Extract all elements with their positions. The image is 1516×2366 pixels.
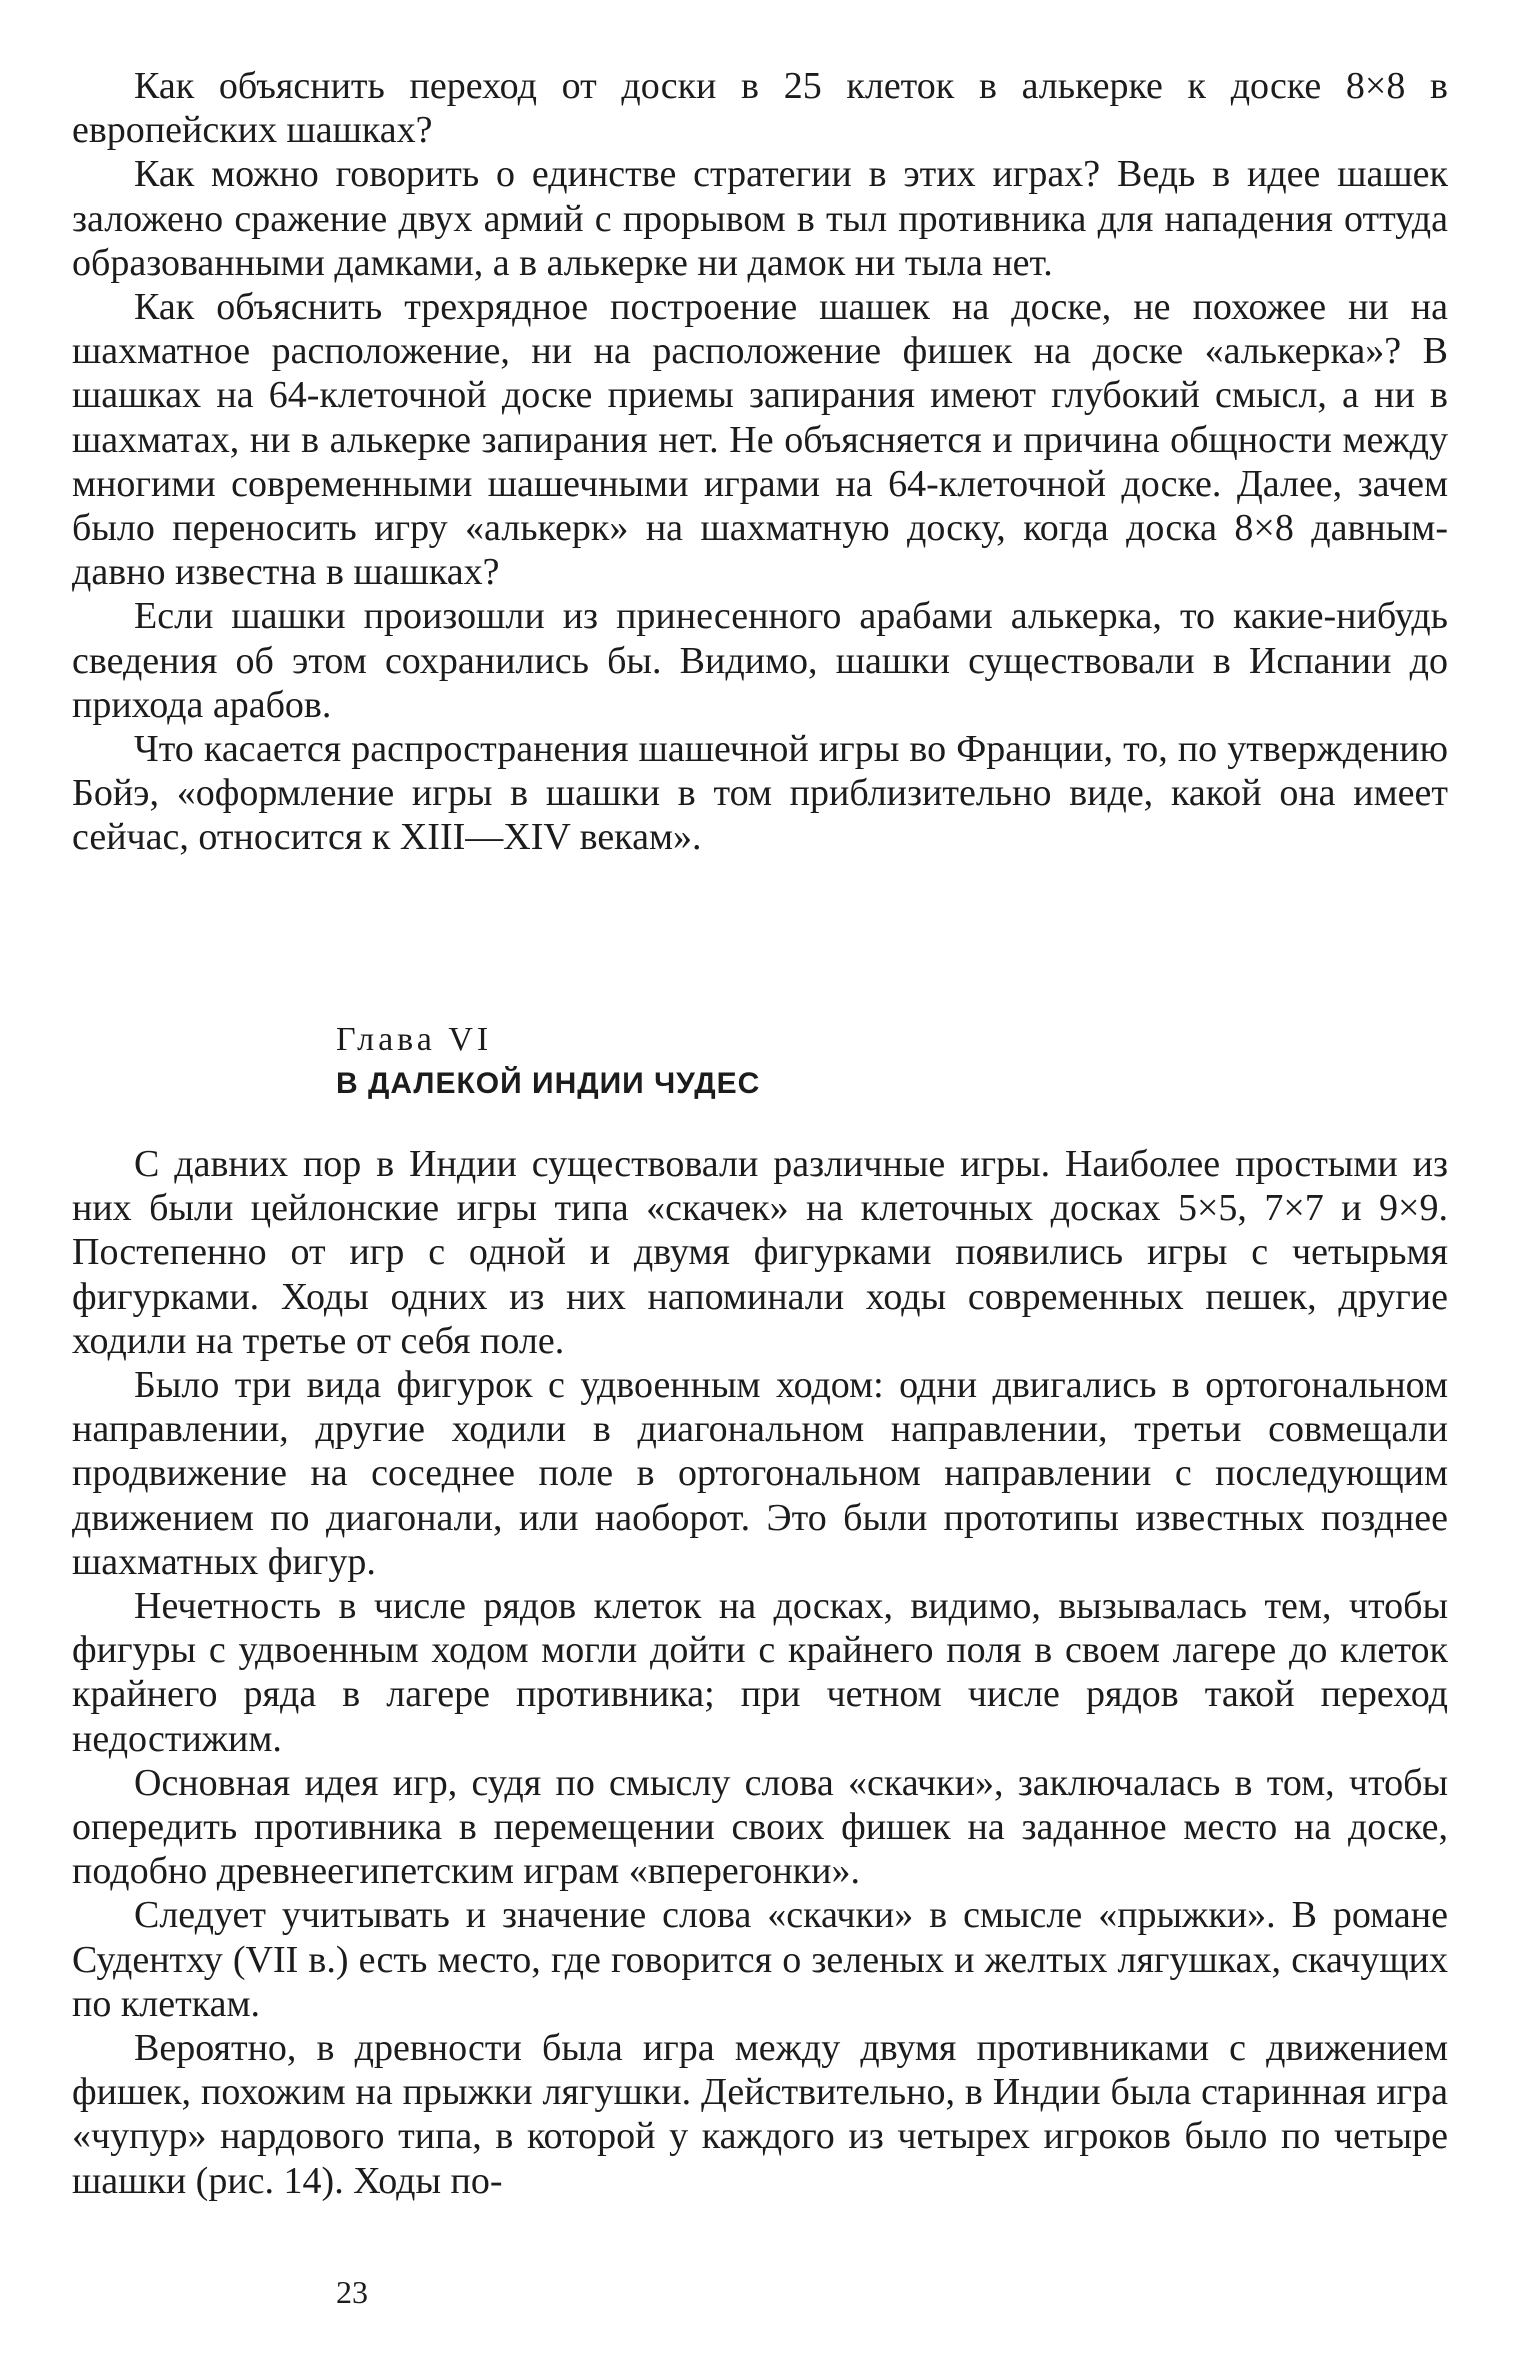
paragraph: Как объяснить переход от доски в 25 клеток в алькерке к доске 8×8 в европейских шашках? xyxy=(72,65,1448,152)
paragraph: Было три вида фигурок с удвоенным ходом: одни двигались в ортогональном направлении, другие ходили в диагональном направлении, третьи совмещали продвижение на соседнее поле в ортогональном направлении с последующим движением по диагонали, или наоборот. Это были прототипы известных позднее шахматных фигур. xyxy=(72,1364,1448,1583)
paragraph: Нечетность в числе рядов клеток на досках, видимо, вызывалась тем, чтобы фигуры с удвоенным ходом могли дойти с крайнего поля в своем лагере до клеток крайнего ряда в лагере противника; при четном числе рядов такой переход недостижим. xyxy=(72,1585,1448,1760)
paragraph: Если шашки произошли из принесенного арабами алькерка, то какие-нибудь сведения об этом сохранились бы. Видимо, шашки существовали в Испании до прихода арабов. xyxy=(72,595,1448,726)
paragraph: Следует учитывать и значение слова «скачки» в смысле «прыжки». В романе Судентху (VII в.) есть место, где говорится о зеленых и желтых лягушках, скачущих по клеткам. xyxy=(72,1894,1448,2025)
paragraph: Как объяснить трехрядное построение шашек на доске, не похожее ни на шахматное расположение, ни на расположение фишек на доске «алькерка»? В шашках на 64-клеточной доске приемы запирания имеют глубокий смысл, а ни в шахматах, ни в алькерке запирания нет. Не объясняется и причина общности между многими современными шашечными играми на 64-клеточной доске. Далее, зачем было переносить игру «алькерк» на шахматную доску, когда доска 8×8 давным-давно известна в шашках? xyxy=(72,286,1448,594)
paragraph: Вероятно, в древности была игра между двумя противниками с движением фишек, похожим на прыжки лягушки. Действительно, в Индии была старинная игра «чупур» нардового типа, в которой у каждого из четырех игроков было по четыре шашки (рис. 14). Ходы по- xyxy=(72,2027,1448,2202)
paragraph: С давних пор в Индии существовали различные игры. Наиболее простыми из них были цейлонские игры типа «скачек» на клеточных досках 5×5, 7×7 и 9×9. Постепенно от игр с одной и двумя фигурками появились игры с четырьмя фигурками. Ходы одних из них напоминали ходы современных пешек, другие ходили на третье от себя поле. xyxy=(72,1143,1448,1362)
text-block-top xyxy=(72,64,1448,860)
paragraph: Что касается распространения шашечной игры во Франции, то, по утверждению Бойэ, «оформление игры в шашки в том приблизительно виде, какой она имеет сейчас, относится к XIII—XIV векам». xyxy=(72,728,1448,859)
chapter-title: В ДАЛЕКОЙ ИНДИИ ЧУДЕС xyxy=(336,1067,761,1100)
page-number: 23 xyxy=(336,2274,368,2310)
chapter-label: Глава VI xyxy=(336,1021,493,1058)
text-block-bottom xyxy=(72,1142,1448,2203)
paragraph: Основная идея игр, судя по смыслу слова «скачки», заключалась в том, чтобы опередить противника в перемещении своих фишек на заданное место на доске, подобно древнеегипетским играм «вперегонки». xyxy=(72,1761,1448,1893)
chapter-heading xyxy=(336,1018,760,1106)
paragraph: Как можно говорить о единстве стратегии в этих играх? Ведь в идее шашек заложено сражение двух армий с прорывом в тыл противника для нападения оттуда образованными дамками, а в алькерке ни дамок ни тыла нет. xyxy=(72,153,1448,284)
